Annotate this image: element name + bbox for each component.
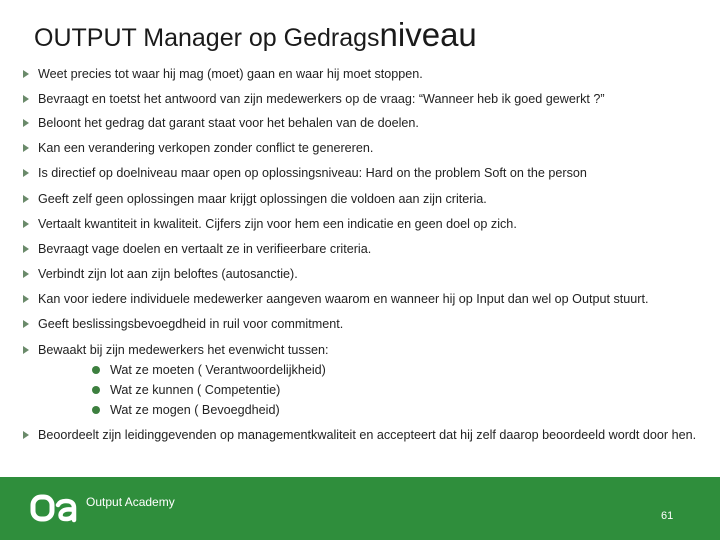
triangle-bullet-icon: [23, 320, 29, 328]
sub-bullet-list: [92, 362, 326, 422]
dot-bullet-icon: [92, 386, 100, 394]
bullet-text: Geeft zelf geen oplossingen maar krijgt oplossingen die voldoen aan zijn criteria.: [38, 192, 487, 206]
triangle-bullet-icon: [23, 346, 29, 354]
bullet-text: Vertaalt kwantiteit in kwaliteit. Cijfers zijn voor hem een indicatie en geen doel op zich.: [38, 217, 517, 231]
bullet-text: Is directief op doelniveau maar open op oplossingsniveau: Hard on the problem Soft on the person: [38, 166, 587, 180]
bullet-text: Beoordeelt zijn leidinggevenden op managementkwaliteit en accepteert dat hij zelf daarop beoordeeld wordt door hen.: [38, 428, 697, 442]
bullet-text: Kan een verandering verkopen zonder conflict te genereren.: [38, 141, 374, 155]
title-tail: niveau: [379, 16, 477, 53]
sub-bullet-item: [92, 362, 326, 382]
dot-bullet-icon: [92, 366, 100, 374]
triangle-bullet-icon: [23, 431, 29, 439]
sub-bullet-text: Wat ze kunnen ( Competentie): [110, 383, 281, 397]
bullet-text: Bevraagt vage doelen en vertaalt ze in verifieerbare criteria.: [38, 242, 372, 256]
footer-bar: [0, 477, 720, 540]
triangle-bullet-icon: [23, 220, 29, 228]
triangle-bullet-icon: [23, 95, 29, 103]
page-number: 61: [661, 510, 674, 522]
triangle-bullet-icon: [23, 270, 29, 278]
bullet-text: Geeft beslissingsbevoegdheid in ruil voor commitment.: [38, 317, 344, 331]
triangle-bullet-icon: [23, 195, 29, 203]
bullet-text: Bevraagt en toetst het antwoord van zijn medewerkers op de vraag: “Wanneer heb ik goed gewerkt ?”: [38, 92, 605, 106]
bullet-text: Verbindt zijn lot aan zijn beloftes (autosanctie).: [38, 267, 298, 281]
title-main: OUTPUT Manager op Gedrags: [34, 24, 380, 52]
bullet-text: Weet precies tot waar hij mag (moet) gaan en waar hij moet stoppen.: [38, 67, 423, 81]
bullet-text: Kan voor iedere individuele medewerker aangeven waarom en wanneer hij op Input dan wel op Output stuurt.: [38, 292, 649, 306]
sub-bullet-text: Wat ze mogen ( Bevoegdheid): [110, 403, 280, 417]
bullet-text: Beloont het gedrag dat garant staat voor het behalen van de doelen.: [38, 116, 419, 130]
dot-bullet-icon: [92, 406, 100, 414]
output-academy-logo-icon: [30, 493, 80, 523]
triangle-bullet-icon: [23, 169, 29, 177]
sub-bullet-item: [92, 382, 326, 402]
sub-bullet-text: Wat ze moeten ( Verantwoordelijkheid): [110, 363, 326, 377]
triangle-bullet-icon: [23, 144, 29, 152]
bullet-text: Bewaakt bij zijn medewerkers het evenwicht tussen:: [38, 343, 329, 357]
brand-name: Output Academy: [86, 495, 175, 509]
triangle-bullet-icon: [23, 245, 29, 253]
triangle-bullet-icon: [23, 295, 29, 303]
sub-bullet-item: [92, 402, 326, 422]
triangle-bullet-icon: [23, 70, 29, 78]
slide-title: [34, 18, 477, 51]
triangle-bullet-icon: [23, 119, 29, 127]
